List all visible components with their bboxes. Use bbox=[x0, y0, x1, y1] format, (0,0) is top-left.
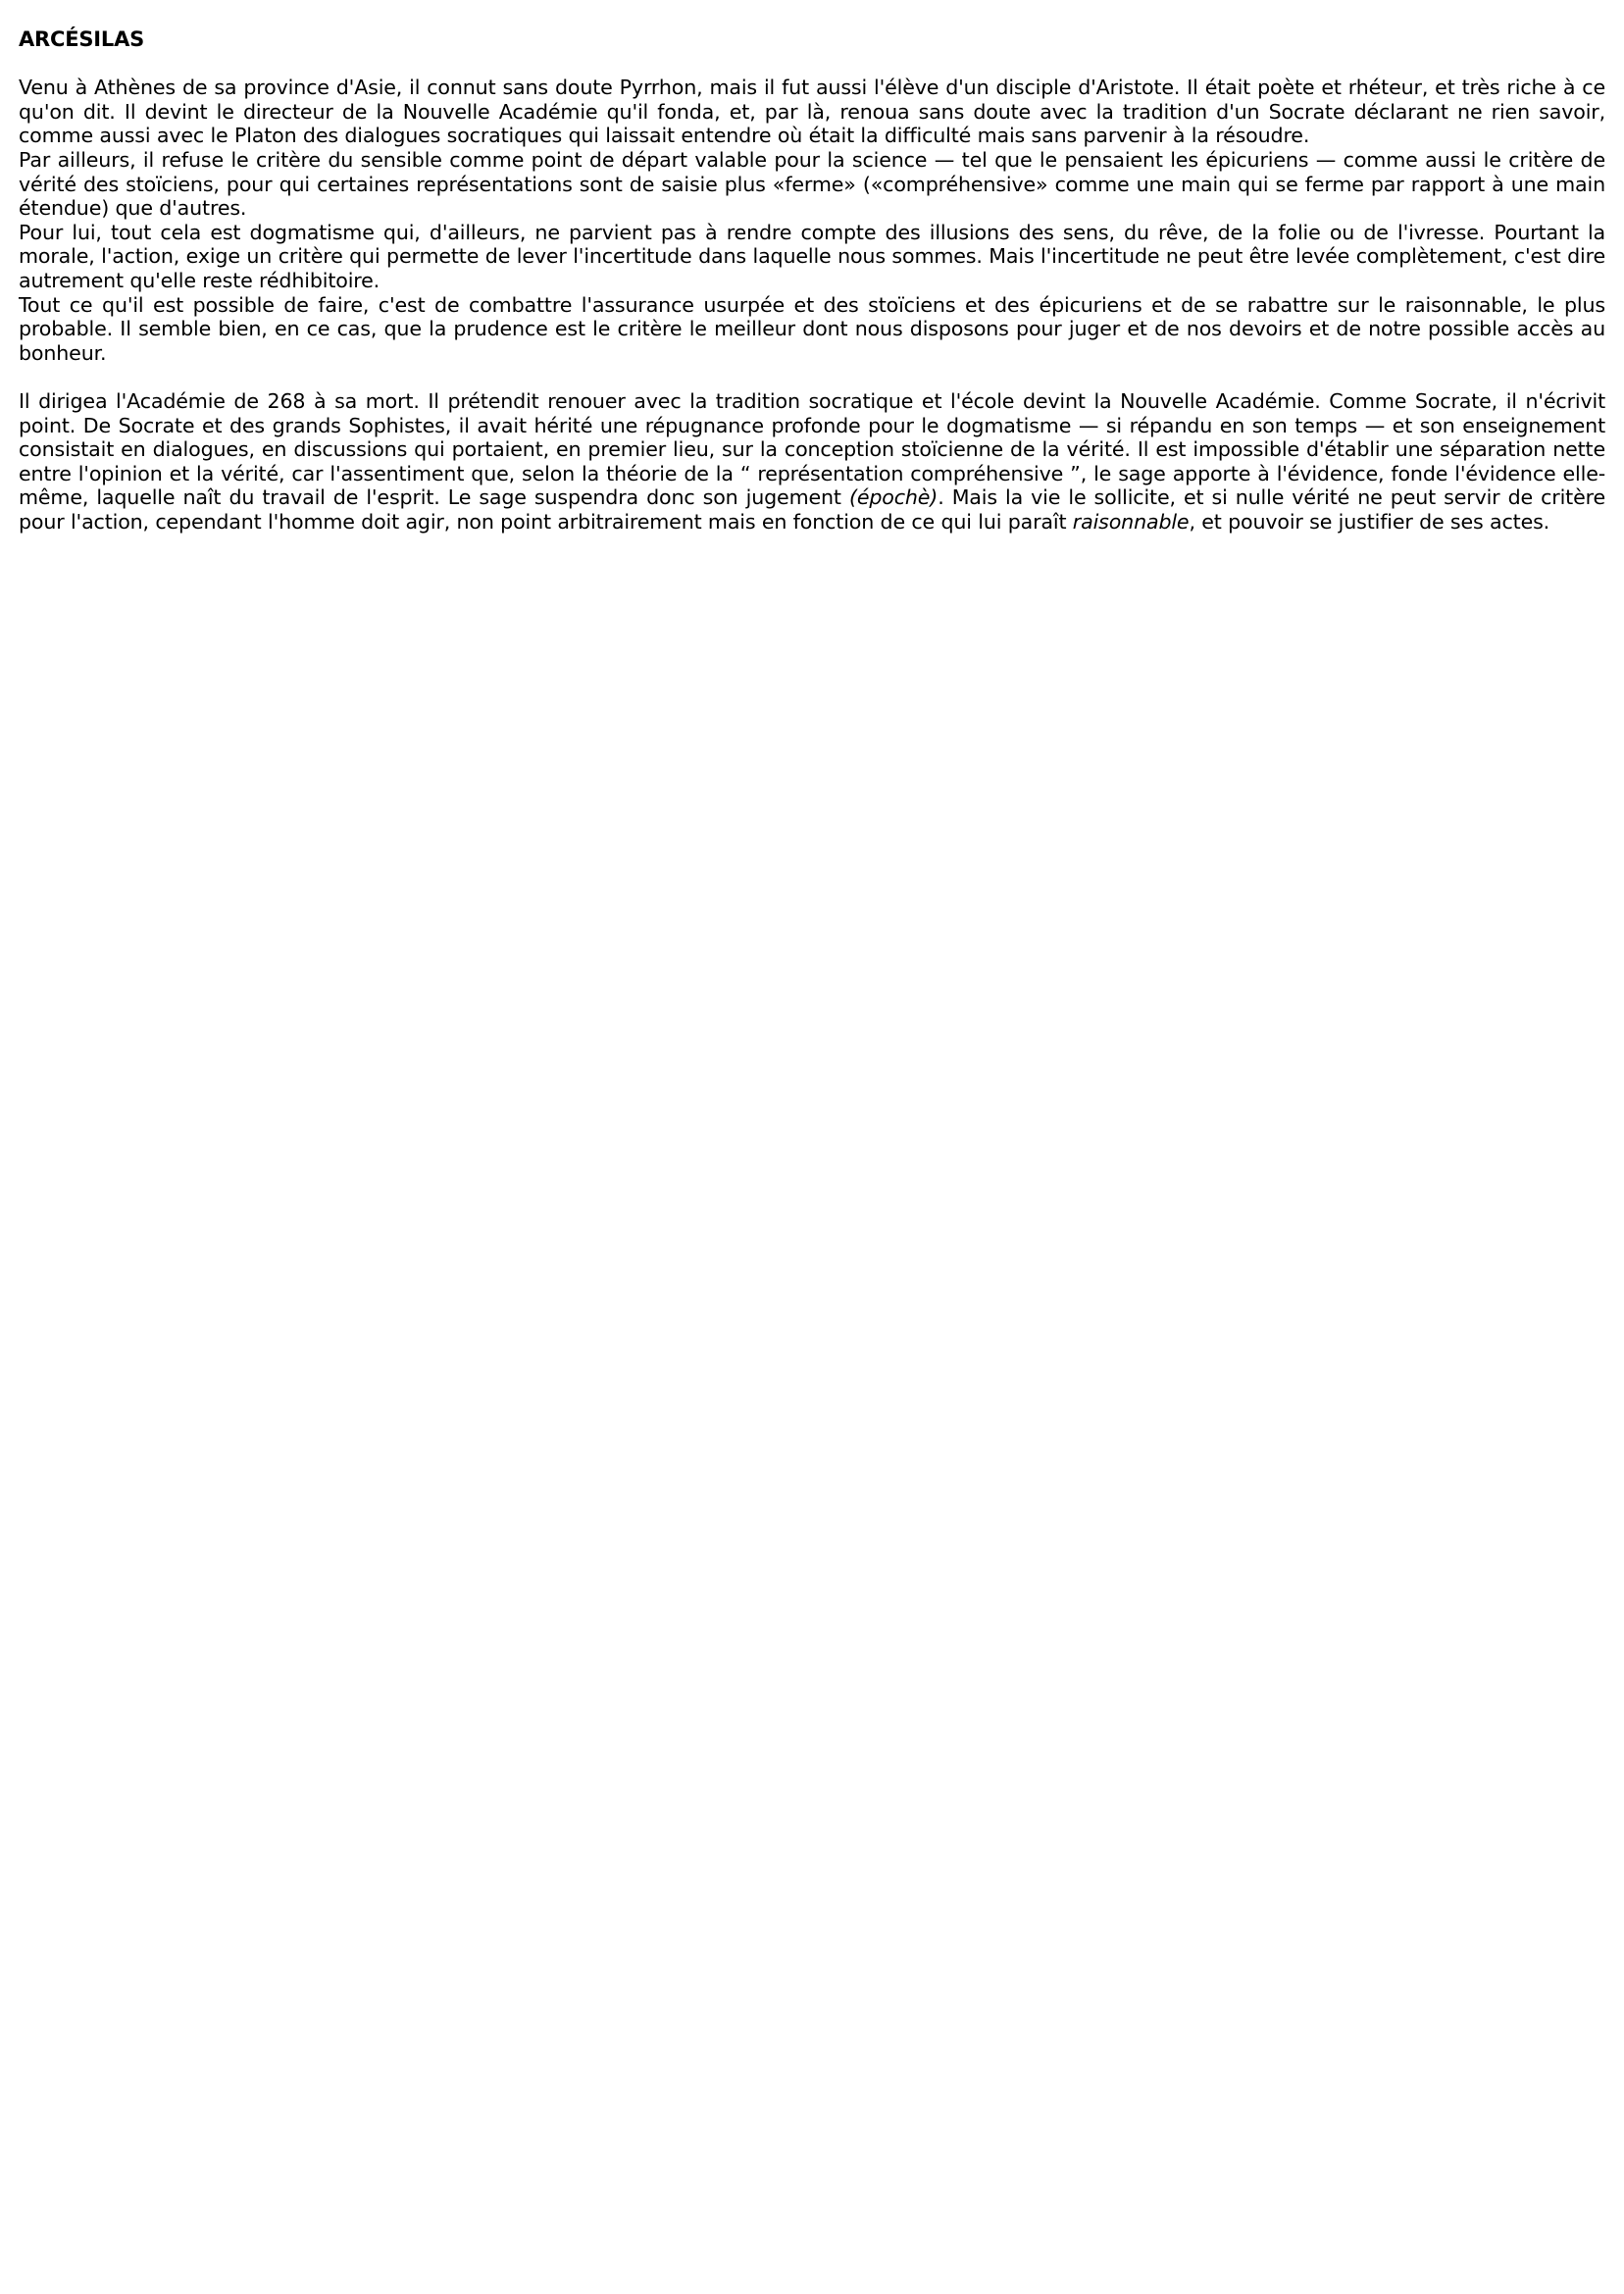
paragraph-prudence: Tout ce qu'il est possible de faire, c'est de combattre l'assurance usurpée et des stoïciens et des épicuriens et de se rabattre sur le raisonnable, le plus probable. Il semble bien, en ce cas, que la prudence est le critère le meilleur dont nous disposons pour juger et de nos devoirs et de notre possible accès au bonheur. bbox=[19, 292, 1605, 365]
paragraph-spacer bbox=[19, 365, 1605, 389]
paragraph-dogmatism: Pour lui, tout cela est dogmatisme qui, d'ailleurs, ne parvient pas à rendre compte des illusions des sens, du rêve, de la folie ou de l'ivresse. Pourtant la morale, l'action, exige un critère qui permette de lever l'incertitude dans laquelle nous sommes. Mais l'incertitude ne peut être levée complètement, c'est dire autrement qu'elle reste rédhibitoire. bbox=[19, 220, 1605, 292]
paragraph-origins: Venu à Athènes de sa province d'Asie, il connut sans doute Pyrrhon, mais il fut aussi l'élève d'un disciple d'Aristote. Il était poète et rhéteur, et très riche à ce qu'on dit. Il devint le directeur de la Nouvelle Académie qu'il fonda, et, par là, renoua sans doute avec la tradition d'un Socrate déclarant ne rien savoir, comme aussi avec le Platon des dialogues socratiques qui laissait entendre où était la difficulté mais sans parvenir à la résoudre. bbox=[19, 76, 1605, 148]
raisonnable-term: raisonnable bbox=[1072, 509, 1190, 534]
paragraph-criteria: Par ailleurs, il refuse le critère du sensible comme point de départ valable pour la science — tel que le pensaient les épicuriens — comme aussi le critère de vérité des stoïciens, pour qui certaines représentations sont de saisie plus «ferme» («compréhensive» comme une main qui se ferme par rapport à une main étendue) que d'autres. bbox=[19, 147, 1605, 221]
academy-text-part1: Il dirigea l'Académie de 268 à sa mort. Il prétendit renouer avec la tradition socratique et l'école devint la Nouvelle Académie. Comme Socrate, il n'écrivit point. De Socrate et des grands Sophistes, il avait hérité une répugnance profonde pour le dogmatisme — si répandu en son temps — et son enseignement consistait en dialogues, en discussions qui portaient, en premier lieu, sur la conception stoïcienne de la vérité. Il est impossible d'établir une séparation nette entre l'opinion et la vérité, car l'assentiment que, selon la théorie de la “ représentation compréhensive ”, le sage apporte à l'évidence, fonde l'évidence elle-même, laquelle naît du travail de l'esprit. Le sage suspendra donc son jugement bbox=[19, 388, 1605, 510]
document-title: ARCÉSILAS bbox=[19, 27, 145, 51]
document-page bbox=[19, 27, 1605, 534]
paragraph-academy bbox=[19, 389, 1605, 535]
academy-text-part2: . Mais la vie le sollicite, et si nulle vérité ne peut servir de critère pour l'action, cependant l'homme doit agir, non point arbitrairement mais en fonction de ce qui lui paraît bbox=[19, 485, 1606, 534]
academy-text-part3: , et pouvoir se justifier de ses actes. bbox=[1189, 509, 1550, 534]
epoche-term: (épochè) bbox=[848, 485, 939, 510]
section-biography bbox=[19, 76, 1605, 365]
